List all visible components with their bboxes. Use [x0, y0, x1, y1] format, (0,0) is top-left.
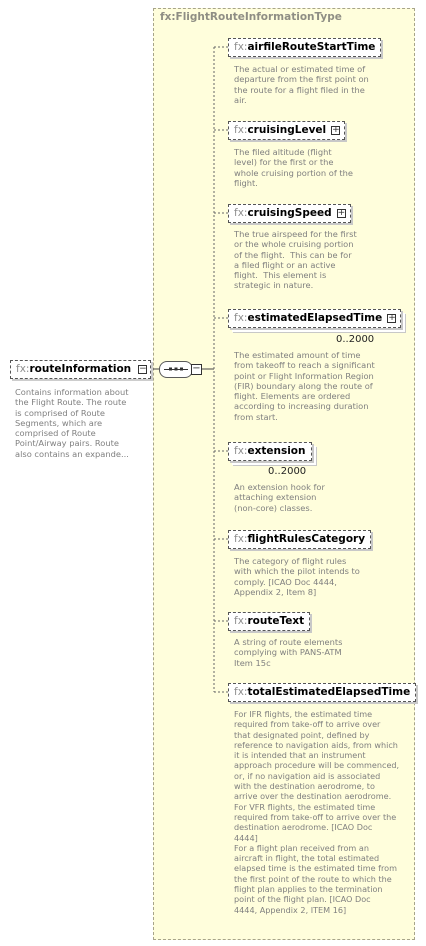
element-description: The estimated amount of time from takeoff to reach a significant point or Flight Information Region (FIR) boundary along the route of flight. Elements are ordered according to increasing duration from start. — [234, 350, 375, 422]
element-name: estimatedElapsedTime — [247, 312, 383, 324]
namespace-prefix: fx: — [234, 686, 248, 698]
cardinality-label: 0..2000 — [268, 466, 307, 477]
element-description: The filed altitude (flight level) for the first or the whole cruising portion of the flight. — [234, 147, 354, 188]
sequence-icon — [160, 362, 192, 377]
element-name: extension — [247, 445, 306, 457]
element-estimatedElapsedTime[interactable] — [228, 309, 401, 328]
element-description: The category of flight rules with which the pilot intends to comply. [ICAO Doc 4444, Appendix 2, Item 8] — [234, 556, 360, 597]
expand-icon[interactable]: + — [337, 208, 346, 218]
element-name: flightRulesCategory — [247, 533, 366, 545]
collapse-icon[interactable]: − — [139, 364, 147, 374]
element-name: cruisingSpeed — [247, 207, 332, 219]
element-name: routeText — [247, 615, 305, 627]
namespace-prefix: fx: — [234, 312, 248, 324]
sequence-compositor[interactable] — [159, 361, 193, 378]
root-element[interactable] — [10, 360, 151, 379]
element-description: A string of route elements complying with PANS-ATM Item 15c — [234, 637, 343, 668]
element-name: cruisingLevel — [247, 124, 327, 136]
namespace-prefix: fx: — [16, 363, 30, 375]
root-description: Contains information about the Flight Route. The route is comprised of Route Segments, which are comprised of Route Point/Airway pairs. Route also contains an expande... — [15, 387, 129, 459]
expand-icon[interactable]: + — [332, 125, 340, 135]
namespace-prefix: fx: — [234, 445, 248, 457]
type-title: fx:FlightRouteInformationType — [160, 11, 342, 23]
namespace-prefix: fx: — [234, 207, 248, 219]
element-flightRulesCategory[interactable] — [228, 530, 371, 549]
element-description: The actual or estimated time of departure from the first point on the route for a flight filed in the air. — [234, 64, 369, 105]
element-description: For IFR flights, the estimated time required from take-off to arrive over that designated point, defined by reference to navigation aids, from which it is intended that an instrument approach procedure will be commenced, or, if no navigation aid is associated with the destination aerodrome, to arrive over the destination aerodrome. For VFR flights, the estimated time required from take-off to arrive over the destination aerodrome. [ICAO Doc 4444] For a flight plan received from an aircraft in flight, the total estimated elapsed time is the estimated time from the first point of the route to which the flight plan applies to the termination point of the flight plan. [ICAO Doc 4444, Appendix 2, ITEM 16] — [234, 709, 400, 915]
element-description: The true airspeed for the first or the whole cruising portion of the flight. This can be for a filed flight or an active flight. This element is strategic in nature. — [234, 229, 357, 291]
namespace-prefix: fx: — [234, 615, 248, 627]
element-cruisingLevel[interactable] — [228, 121, 345, 140]
element-routeText[interactable] — [228, 612, 310, 631]
collapse-icon[interactable]: − — [192, 363, 201, 374]
expand-icon[interactable]: + — [388, 313, 396, 323]
namespace-prefix: fx: — [234, 124, 248, 136]
element-extension[interactable] — [228, 442, 312, 461]
cardinality-label: 0..2000 — [336, 334, 375, 345]
element-name: routeInformation — [29, 363, 132, 375]
branch-lines — [214, 47, 228, 692]
element-totalEstimatedElapsedTime[interactable] — [228, 683, 416, 702]
element-description: An extension hook for attaching extension (non-core) classes. — [234, 482, 325, 513]
namespace-prefix: fx: — [234, 41, 248, 53]
element-cruisingSpeed[interactable] — [228, 204, 351, 223]
namespace-prefix: fx: — [234, 533, 248, 545]
element-name: airfileRouteStartTime — [247, 41, 376, 53]
element-name: totalEstimatedElapsedTime — [247, 686, 411, 698]
element-airfileRouteStartTime[interactable] — [228, 38, 381, 57]
